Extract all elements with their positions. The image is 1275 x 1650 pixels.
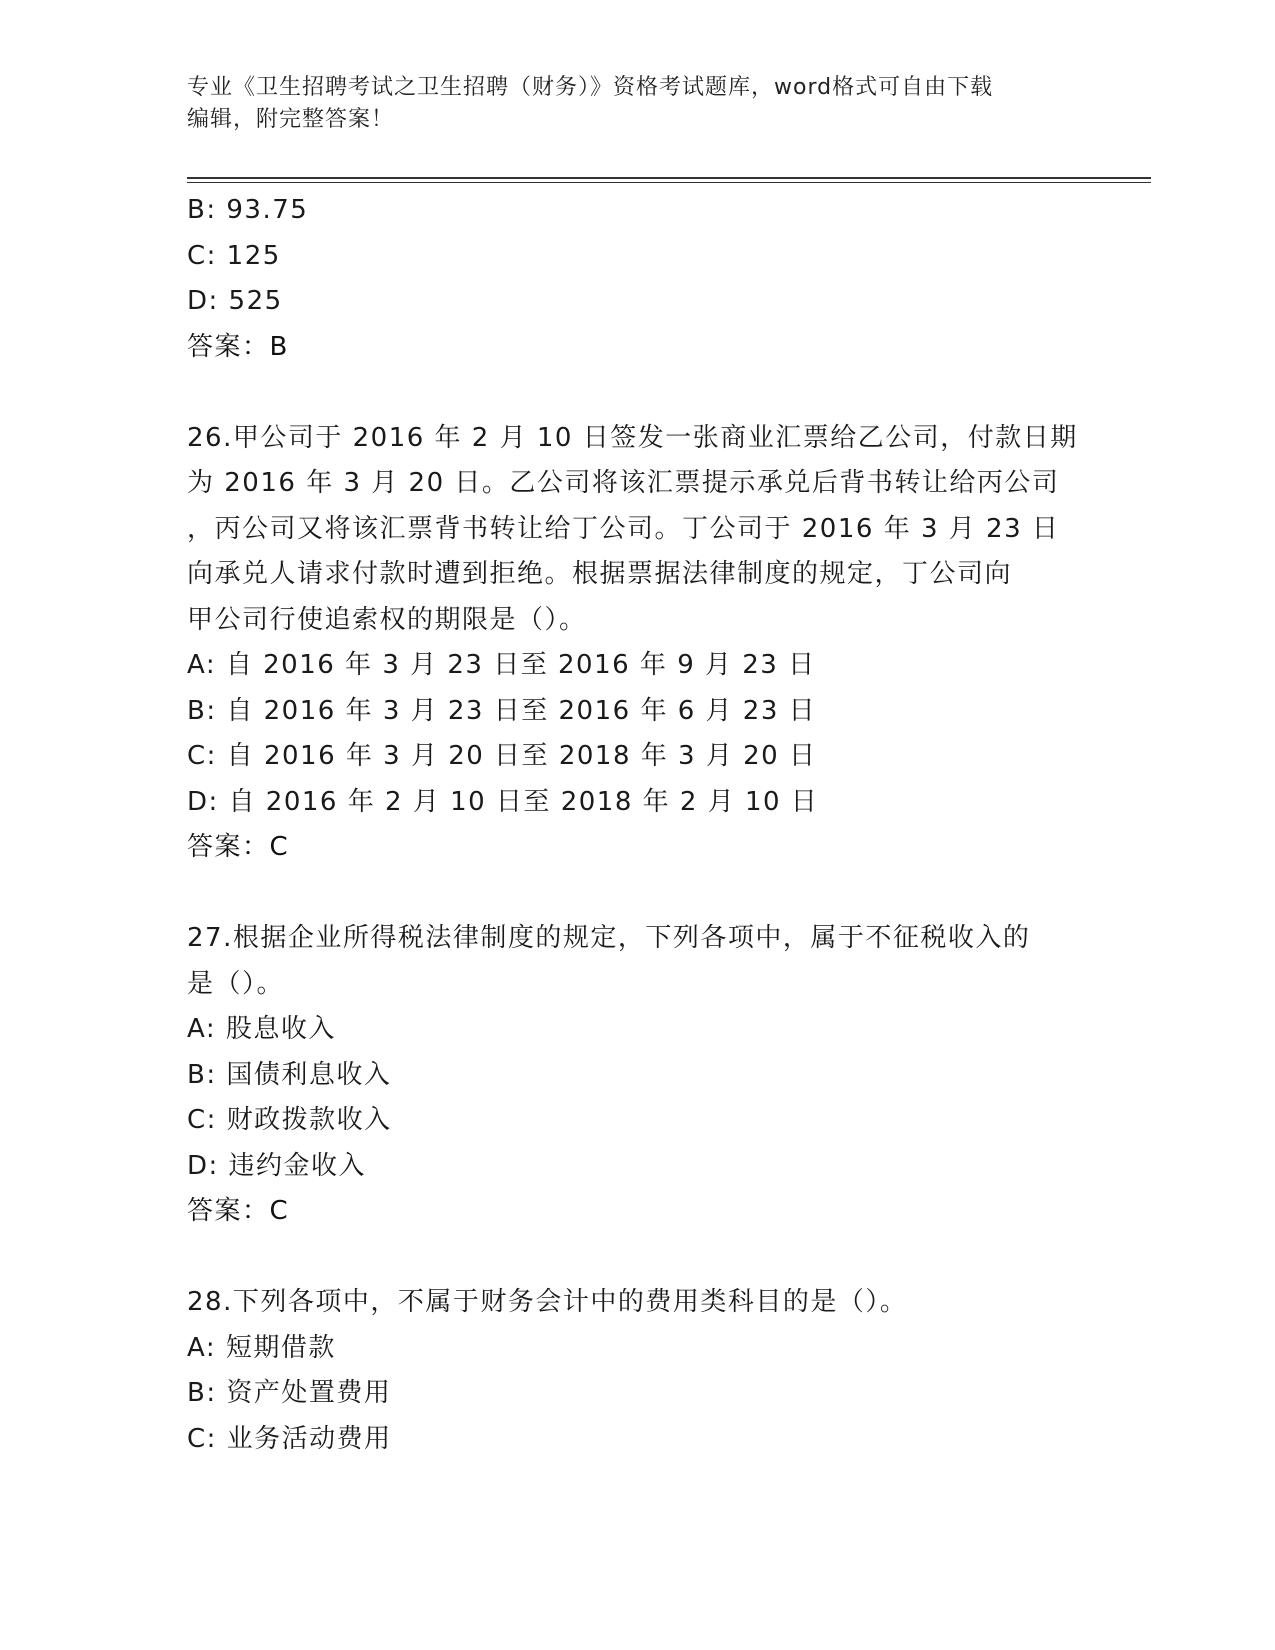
question-text: [187, 416, 1087, 644]
question-content: [187, 188, 1087, 1462]
option-a: A: 股息收入: [187, 1014, 336, 1044]
header-divider-thick: [187, 177, 1151, 179]
question-text-line: 27.根据企业所得税法律制度的规定，下列各项中，属于不征税收入的: [187, 923, 1031, 953]
question-text: [187, 1280, 1087, 1326]
spacer: [187, 871, 1087, 917]
option-d: D: 自 2016 年 2 月 10 日至 2018 年 2 月 10 日: [187, 786, 819, 817]
option-c: C: 自 2016 年 3 月 20 日至 2018 年 3 月 20 日: [187, 741, 817, 771]
option-c: C: 财政拨款收入: [187, 1105, 392, 1135]
question-text-line: 是（）。: [187, 968, 285, 999]
document-header: [187, 72, 1067, 136]
header-divider-thin: [187, 182, 1151, 183]
header-line-2: 编辑，附完整答案！: [187, 107, 395, 132]
answer-line: 答案：C: [187, 1196, 290, 1226]
question-text-line: 向承兑人请求付款时遭到拒绝。根据票据法律制度的规定，丁公司向: [187, 559, 1013, 589]
option-b: B: 自 2016 年 3 月 23 日至 2016 年 6 月 23 日: [187, 695, 817, 726]
question-text-line: 为 2016 年 3 月 20 日。乙公司将该汇票提示承兑后背书转让给丙公司: [187, 468, 1060, 498]
spacer: [187, 1235, 1087, 1281]
question-28: [187, 1280, 1087, 1462]
question-text-line: 28.下列各项中，不属于财务会计中的费用类科目的是（）。: [187, 1287, 908, 1317]
question-text-line: 26.甲公司于 2016 年 2 月 10 日签发一张商业汇票给乙公司，付款日期: [187, 422, 1078, 453]
option-c: C: 125: [187, 240, 281, 271]
question-27: [187, 916, 1087, 1235]
option-d: D: 违约金收入: [187, 1150, 367, 1181]
header-line-1: 专业《卫生招聘考试之卫生招聘（财务）》资格考试题库，word格式可自由下载: [187, 75, 994, 100]
question-26: [187, 416, 1087, 871]
spacer: [187, 370, 1087, 416]
question-text-line: ，丙公司又将该汇票背书转让给丁公司。丁公司于 2016 年 3 月 23 日: [187, 513, 1060, 544]
option-b: B: 93.75: [187, 195, 309, 225]
previous-question: [187, 188, 1087, 370]
option-a: A: 自 2016 年 3 月 23 日至 2016 年 9 月 23 日: [187, 650, 816, 680]
option-b: B: 资产处置费用: [187, 1378, 392, 1408]
question-text-line: 甲公司行使追索权的期限是（）。: [187, 604, 587, 635]
option-b: B: 国债利息收入: [187, 1059, 392, 1090]
option-d: D: 525: [187, 286, 283, 316]
question-text: [187, 916, 1087, 1007]
answer-line: 答案：B: [187, 331, 289, 362]
answer-line: 答案：C: [187, 832, 290, 862]
option-a: A: 短期借款: [187, 1332, 336, 1363]
option-c: C: 业务活动费用: [187, 1423, 392, 1454]
